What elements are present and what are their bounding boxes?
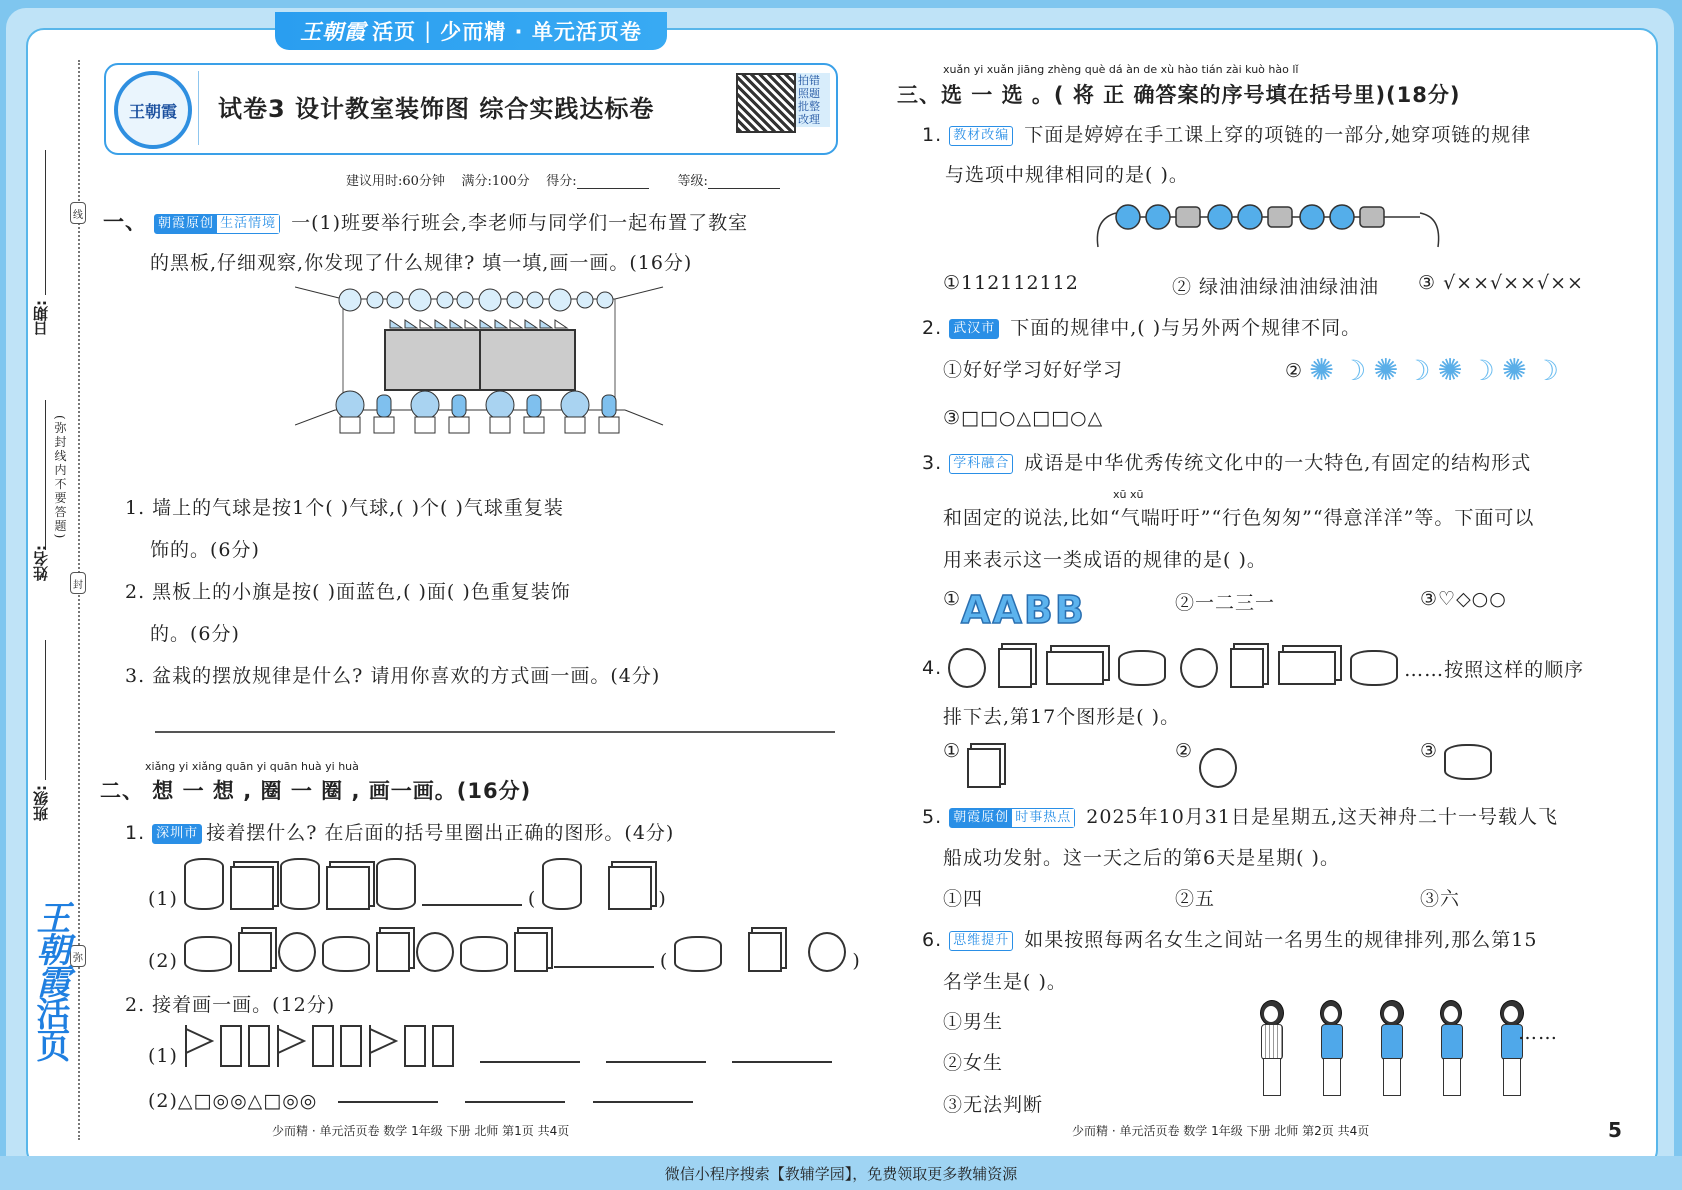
necklace-illustration <box>1090 195 1450 255</box>
aabb-letters-art: AABB <box>961 588 1086 632</box>
answer-blank[interactable] <box>554 966 654 968</box>
sun-icon: ✺ <box>1437 353 1464 388</box>
qr-label: 拍错照题批整改理 <box>796 73 830 127</box>
section3-pinyin: xuǎn yi xuǎn jiāng zhèng què dá àn de xù hào tián zài kuò hào lǐ <box>943 63 1299 76</box>
moon-icon: ☽ <box>1469 354 1496 387</box>
exam-meta: 建议用时:60分钟 满分:100分 得分: 等级: <box>346 170 780 189</box>
footer-left: 少而精 · 单元活页卷 数学 1年级 下册 北师 第1页 共4页 <box>272 1124 570 1138</box>
classroom-illustration <box>295 285 665 465</box>
s3-q3: 3. 学科融合 成语是中华优秀传统文化中的一大特色,有固定的结构形式 <box>922 452 1532 474</box>
boy-figure <box>1435 1000 1465 1100</box>
s3-q1-option-3[interactable]: ③ √××√××√×× <box>1418 272 1584 294</box>
tag-original: 朝霞原创 <box>155 215 217 233</box>
s3-q1-line2: 与选项中规律相同的是( )。 <box>945 164 1189 186</box>
side-brand-logo: 王朝霞活页 <box>30 900 70 1060</box>
cylinder-shape <box>376 858 416 910</box>
moon-icon: ☽ <box>1533 354 1561 387</box>
name-label: 姓名: <box>32 545 50 581</box>
answer-blank[interactable] <box>606 1061 706 1063</box>
s3-q3-option-3[interactable]: ③♡◇○○ <box>1420 588 1507 610</box>
cuboid-shape <box>1046 651 1104 685</box>
option-cube[interactable] <box>748 932 782 972</box>
section1-text-line2: 的黑板,仔细观察,你发现了什么规律? 填一填,画一画。(16分) <box>150 252 693 274</box>
banner-separator: | <box>424 19 433 43</box>
s3-q1-option-2[interactable]: ② 绿油油绿油油绿油油 <box>1172 276 1380 298</box>
class-field[interactable] <box>45 640 46 780</box>
s3-q5: 5. 朝霞原创 时事热点 2025年10月31日是星期五,这天神舟二十一号载人飞 <box>922 806 1559 828</box>
s3-q4-option-2[interactable]: ② <box>1175 740 1237 788</box>
girl-figure <box>1255 1000 1285 1100</box>
cylinder-shape <box>322 936 370 972</box>
s3-q2-option-1[interactable]: ①好好学习好好学习 <box>943 359 1124 381</box>
s3-q6: 6. 思维提升 如果按照每两名女生之间站一名男生的规律排列,那么第15 <box>922 929 1538 951</box>
s3-q5-option-3[interactable]: ③六 <box>1420 888 1461 910</box>
rectangle-shape <box>432 1025 454 1067</box>
s3-q6-option-3[interactable]: ③无法判断 <box>943 1094 1044 1116</box>
rectangle-shape <box>220 1025 242 1067</box>
s3-q2: 2. 武汉市 下面的规律中,( )与另外两个规律不同。 <box>922 317 1362 339</box>
name-field[interactable] <box>45 400 46 550</box>
s3-q5-line2: 船成功发射。这一天之后的第6天是星期( )。 <box>943 847 1340 869</box>
option-cylinder[interactable] <box>674 936 722 972</box>
section2-q1: 1. 深圳市 接着摆什么? 在后面的括号里圈出正确的图形。(4分) <box>125 822 675 844</box>
cube-shape <box>326 866 370 910</box>
girl-figure <box>1495 1000 1525 1100</box>
s3-q5-option-2[interactable]: ②五 <box>1175 888 1216 910</box>
section1-q1: 1. 墙上的气球是按1个( )气球,( )个( )气球重复装 <box>125 497 564 519</box>
symbol-sequence: (2)△□◎◎△□◎◎ <box>148 1090 693 1112</box>
cube-shape <box>230 866 274 910</box>
exam-title: 试卷3 设计教室装饰图 综合实践达标卷 <box>218 95 655 123</box>
s3-q3-pinyin: xū xū <box>1113 488 1144 501</box>
shape-sequence-2: (2) ( ) <box>148 932 861 972</box>
flag-shape <box>184 1025 214 1067</box>
seal-mark-bottom: 弥 <box>70 945 86 967</box>
sphere-shape <box>948 648 986 688</box>
tag-current-events: 时事热点 <box>1012 809 1074 827</box>
section1-q2-line2: 的。(6分) <box>150 623 240 645</box>
section2-q2: 2. 接着画一画。(12分) <box>125 994 336 1016</box>
answer-blank[interactable] <box>465 1101 565 1103</box>
cuboid-shape <box>1278 651 1336 685</box>
cylinder-shape <box>184 936 232 972</box>
title-box <box>104 63 838 155</box>
s3-q4-option-3[interactable]: ③ <box>1420 740 1492 780</box>
boy-figure <box>1315 1000 1345 1100</box>
s3-q1-option-1[interactable]: ①112112112 <box>943 272 1079 294</box>
s3-q6-ellipsis: …… <box>1518 1022 1558 1044</box>
brand-logo: 王朝霞 <box>300 19 367 44</box>
section3-heading: 三、选 一 选 。( 将 正 确答案的序号填在括号里)(18分) <box>897 83 1461 107</box>
s3-q4-option-1[interactable]: ① <box>943 740 1001 788</box>
tag-cross-subject: 学科融合 <box>949 454 1013 474</box>
tag-textbook-adapted: 教材改编 <box>949 126 1013 146</box>
date-field[interactable] <box>45 150 46 295</box>
s3-q6-line2: 名学生是( )。 <box>943 971 1067 993</box>
section1-heading: 一、 <box>103 210 147 234</box>
sun-icon: ✺ <box>1309 353 1336 388</box>
s3-q3-option-2[interactable]: ②一二三一 <box>1175 592 1276 614</box>
section1-q2: 2. 黑板上的小旗是按( )面蓝色,( )面( )色重复装饰 <box>125 581 571 603</box>
drawing-answer-line[interactable] <box>155 731 835 733</box>
answer-blank[interactable] <box>338 1101 438 1103</box>
flag-shape <box>276 1025 306 1067</box>
rectangle-shape <box>404 1025 426 1067</box>
top-banner <box>275 12 667 50</box>
footer-right: 少而精 · 单元活页卷 数学 1年级 下册 北师 第2页 共4页 <box>1072 1124 1370 1138</box>
tag-wuhan: 武汉市 <box>949 319 999 339</box>
section1-q1-line2: 饰的。(6分) <box>150 539 260 561</box>
sun-icon: ✺ <box>1501 353 1528 388</box>
sun-icon: ✺ <box>1373 353 1400 388</box>
s3-q6-option-1[interactable]: ①男生 <box>943 1011 1004 1033</box>
sphere-shape <box>278 932 316 972</box>
rectangle-shape <box>312 1025 334 1067</box>
cylinder-shape <box>1444 744 1492 780</box>
s3-q2-option-3[interactable]: ③□□○△□□○△ <box>943 407 1104 429</box>
cube-shape <box>514 932 548 972</box>
tag-shenzhen: 深圳市 <box>152 824 202 844</box>
grade-field[interactable] <box>708 174 780 189</box>
qr-code-icon[interactable] <box>736 73 796 133</box>
s3-q5-option-1[interactable]: ①四 <box>943 888 984 910</box>
cube-shape <box>376 932 410 972</box>
cube-shape <box>238 932 272 972</box>
s3-q3-line3: 用来表示这一类成语的规律的是( )。 <box>943 549 1267 571</box>
sphere-shape <box>1199 748 1237 788</box>
date-label: 日期: <box>32 300 50 336</box>
s3-q4-line2: 排下去,第17个图形是( )。 <box>943 706 1181 728</box>
rectangle-shape <box>248 1025 270 1067</box>
brand-suffix: 活页 <box>372 20 417 44</box>
cube-shape <box>998 648 1032 688</box>
cylinder-shape <box>1350 650 1398 686</box>
section1-q3: 3. 盆栽的摆放规律是什么? 请用你喜欢的方式画一画。(4分) <box>125 665 661 687</box>
shape-sequence-1: (1) ( ) <box>148 858 667 910</box>
sphere-shape <box>416 932 454 972</box>
s3-q1: 1. 教材改编 下面是婷婷在手工课上穿的项链的一部分,她穿项链的规律 <box>922 124 1532 146</box>
answer-blank[interactable] <box>480 1061 580 1063</box>
section2-pinyin: xiǎng yi xiǎng quān yi quān huà yi huà <box>145 760 359 773</box>
option-sphere[interactable] <box>808 932 846 972</box>
cylinder-shape <box>460 936 508 972</box>
section2-heading: 二、 想 一 想 , 圈 一 圈 , 画一画。(16分) <box>100 779 532 803</box>
tag-thinking-boost: 思维提升 <box>949 931 1013 951</box>
s3-q4-shape-sequence: 4. ……按照这样的顺序 <box>922 648 1584 688</box>
students-illustration <box>1255 1000 1525 1100</box>
cube-shape <box>967 748 1001 788</box>
score-field[interactable] <box>577 174 649 189</box>
bottom-banner: 微信小程序搜索【教辅学园】，免费领取更多教辅资源 <box>0 1156 1682 1190</box>
answer-blank[interactable] <box>422 904 522 906</box>
moon-icon: ☽ <box>1405 354 1432 387</box>
answer-blank[interactable] <box>593 1101 693 1103</box>
s3-q2-option-2[interactable]: ② ✺ ☽ ✺ ☽ ✺ ☽ ✺ ☽ <box>1285 353 1561 388</box>
cylinder-shape <box>1118 650 1166 686</box>
flag-shape <box>368 1025 398 1067</box>
page-number: 5 <box>1608 1118 1622 1142</box>
moon-icon: ☽ <box>1341 354 1368 387</box>
series-name: 少而精 · 单元活页卷 <box>440 20 642 44</box>
tag-original: 朝霞原创 <box>950 809 1012 827</box>
cylinder-shape <box>280 858 320 910</box>
option-cylinder[interactable] <box>542 858 582 910</box>
class-label: 班级: <box>32 785 50 821</box>
girl-figure <box>1375 1000 1405 1100</box>
s3-q3-option-1[interactable]: ① AABB <box>943 588 1086 632</box>
tag-group <box>949 808 1075 828</box>
s3-q3-line2: 和固定的说法,比如“气喘吁吁”“行色匆匆”“得意洋洋”等。下面可以 <box>943 507 1535 529</box>
no-answer-notice: (弥封线内不要答题) <box>53 415 67 541</box>
seal-mark-top: 线 <box>70 202 86 224</box>
option-cube[interactable] <box>608 866 652 910</box>
tag-life-context: 生活情境 <box>217 215 279 233</box>
cube-shape <box>1230 648 1264 688</box>
publisher-logo: 王朝霞 <box>114 71 192 149</box>
title-divider <box>198 71 199 145</box>
s3-q6-option-2[interactable]: ②女生 <box>943 1052 1004 1074</box>
section1-question: 一、 朝霞原创 生活情境 一(1)班要举行班会,李老师与同学们一起布置了教室 <box>103 210 749 234</box>
answer-blank[interactable] <box>732 1061 832 1063</box>
rectangle-shape <box>340 1025 362 1067</box>
flag-rect-sequence: (1) <box>148 1025 832 1067</box>
seal-mark-mid: 封 <box>70 572 86 594</box>
tag-group <box>154 214 280 234</box>
sphere-shape <box>1180 648 1218 688</box>
cylinder-shape <box>184 858 224 910</box>
